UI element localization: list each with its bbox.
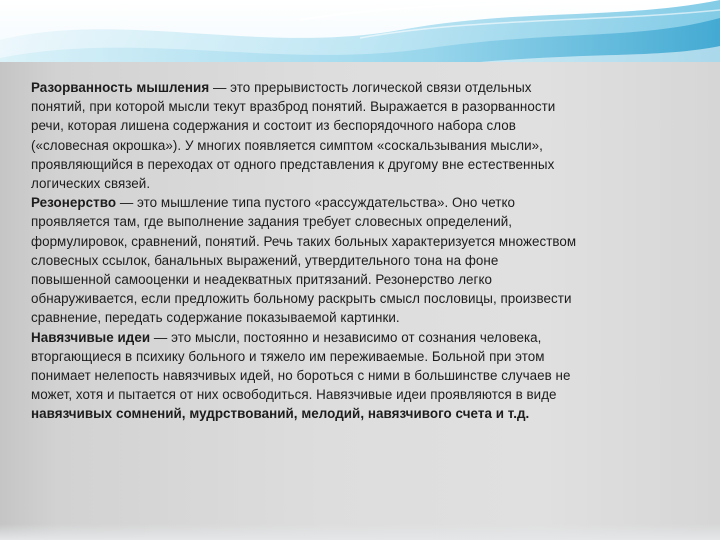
text-run: речи, которая лишена содержания и состоит из беспорядочного набора слов: [31, 118, 516, 134]
text-line: [31, 136, 703, 155]
text-line: [31, 404, 703, 423]
text-line: [31, 366, 703, 385]
text-run: — это мысли, постоянно и независимо от сознания человека,: [150, 329, 542, 345]
text-line: [31, 270, 703, 289]
text-run: вторгающиеся в психику больного и тяжело им переживаемые. Больной при этом: [31, 348, 545, 364]
text-run: повышенной самооценки и неадекватных притязаний. Резонерство легко: [31, 272, 493, 288]
text-line: [31, 78, 703, 97]
text-line: [31, 155, 703, 174]
text-line: [31, 174, 703, 193]
text-run: словесных ссылок, банальных выражений, утвердительного тона на фоне: [31, 252, 499, 268]
text-line: [31, 328, 703, 347]
text-line: [31, 308, 703, 327]
text-line: [31, 97, 703, 116]
text-run: — это мышление типа пустого «рассуждательства». Оно четко: [116, 195, 516, 211]
bold-term: Резонерство: [31, 195, 117, 211]
text-run: понимает нелепость навязчивых идей, но бороться с ними в большинстве случаев не: [31, 368, 571, 384]
text-line: [31, 347, 703, 366]
bold-term: Разорванность мышления: [31, 80, 210, 95]
text-line: [31, 232, 703, 251]
slide-body-text: [31, 78, 703, 424]
text-run: проявляется там, где выполнение задания требует словесных определений,: [31, 214, 513, 230]
bottom-edge-shade: [0, 524, 720, 540]
bold-term: навязчивых сомнений, мудрствований, мелодий, навязчивого счета и т.д.: [31, 406, 530, 422]
text-run: обнаруживается, если предложить больному раскрыть смысл пословицы, произвести: [31, 291, 572, 307]
text-line: [31, 251, 703, 270]
text-run: может, хотя и пытается от них освободиться. Навязчивые идеи проявляются в виде: [31, 387, 557, 403]
text-line: [31, 212, 703, 231]
text-run: сравнение, передать содержание показываемой картинки.: [31, 310, 400, 326]
text-run: — это прерывистость логической связи отдельных: [209, 80, 532, 95]
text-line: [31, 116, 703, 135]
text-line: [31, 289, 703, 308]
text-line: [31, 193, 703, 212]
text-run: понятий, при которой мысли текут вразброд понятий. Выражается в разорванности: [31, 99, 556, 115]
text-run: («словесная окрошка»). У многих появляется симптом «соскальзывания мысли»,: [31, 137, 543, 153]
text-run: формулировок, сравнений, понятий. Речь таких больных характеризуется множеством: [31, 233, 577, 249]
text-run: проявляющийся в переходах от одного представления к другому вне естественных: [31, 156, 555, 172]
text-run: логических связей.: [31, 176, 151, 192]
bold-term: Навязчивые идеи: [31, 329, 151, 345]
text-line: [31, 385, 703, 404]
